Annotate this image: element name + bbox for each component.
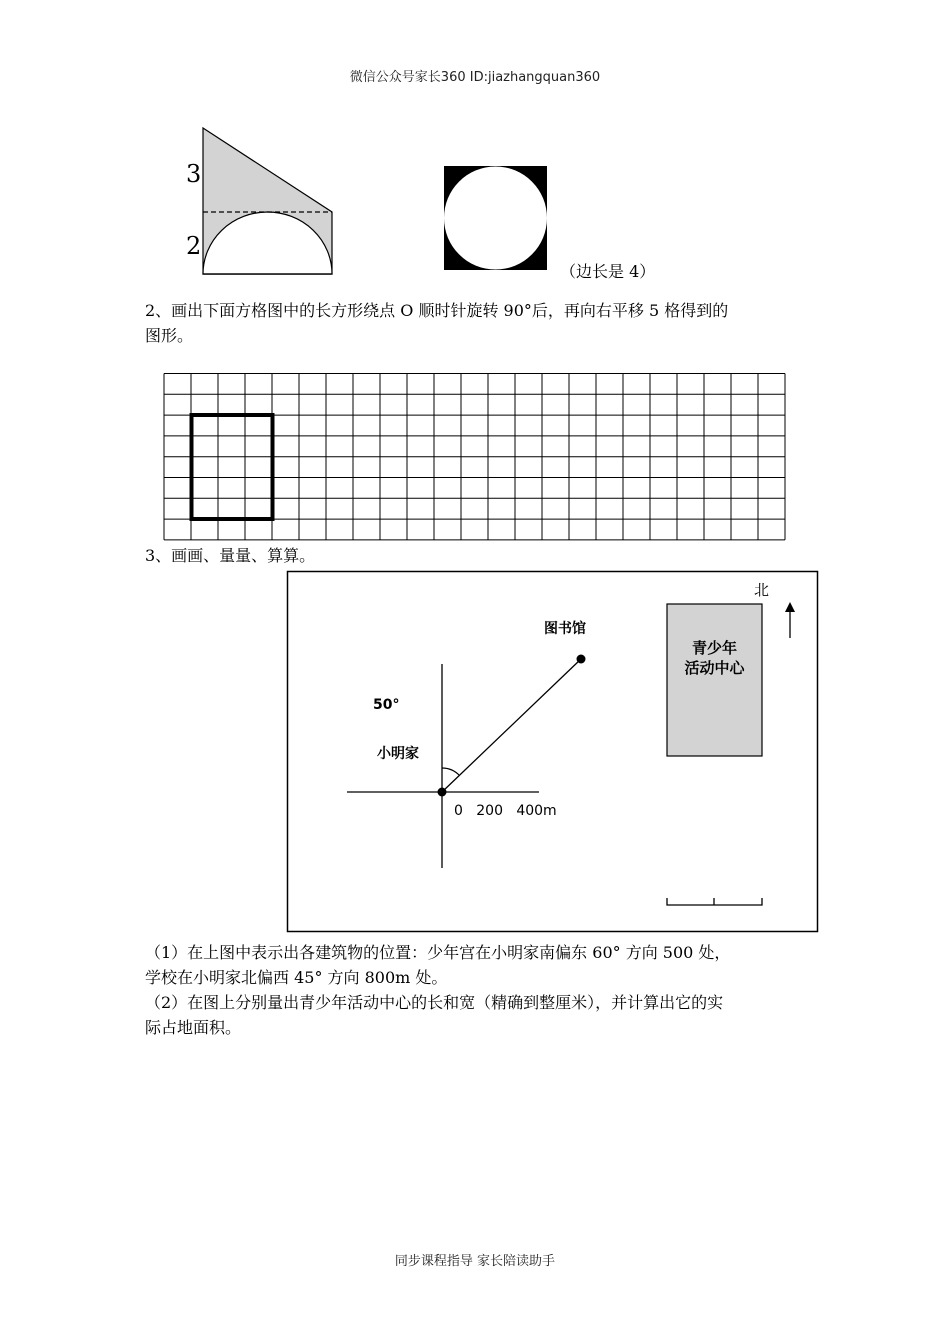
square-circle-figure — [440, 160, 552, 275]
angle-label: 50° — [373, 697, 400, 713]
question-3-2-line-1: （2）在图上分别量出青少年活动中心的长和宽（精确到整厘米），并计算出它的实 — [145, 993, 724, 1012]
activity-center-line-2: 活动中心 — [684, 659, 745, 677]
scale-label: 0 200 400m — [454, 803, 557, 819]
question-2-text — [145, 298, 815, 348]
page-header: 微信公众号家长360 ID:jiazhangquan360 — [349, 70, 601, 85]
question-3-2-text — [145, 990, 815, 1040]
question-3-1-line-1: （1）在上图中表示出各建筑物的位置：少年宫在小明家南偏东 60° 方向 500 处， — [145, 943, 731, 962]
activity-center-line-1: 青少年 — [691, 639, 737, 657]
page-footer: 同步课程指导 家长陪读助手 — [394, 1254, 556, 1269]
activity-center-label — [667, 638, 762, 678]
question-3-title: 3、画画、量量、算算。 — [145, 546, 316, 565]
home-point — [438, 788, 447, 797]
question-2-line-1: 2、画出下面方格图中的长方形绕点 O 顺时针旋转 90°后，再向右平移 5 格得到的 — [145, 301, 729, 320]
square-grid — [162, 372, 788, 542]
square-caption: （边长是 4） — [560, 262, 656, 281]
grid-rectangle — [192, 415, 273, 519]
question-3-1-text — [145, 940, 815, 990]
library-point — [577, 655, 586, 664]
library-label: 图书馆 — [544, 621, 586, 637]
question-3-1-line-2: 学校在小明家北偏西 45° 方向 800m 处。 — [145, 968, 448, 987]
label-height-3: 3 — [186, 160, 202, 188]
question-3-2-line-2: 际占地面积。 — [145, 1018, 242, 1037]
activity-center-rect — [667, 604, 762, 756]
north-label: 北 — [754, 581, 770, 599]
home-label: 小明家 — [377, 746, 419, 762]
triangle-semicircle-figure — [180, 120, 350, 280]
label-height-2: 2 — [186, 232, 202, 260]
question-2-line-2: 图形。 — [145, 326, 194, 345]
